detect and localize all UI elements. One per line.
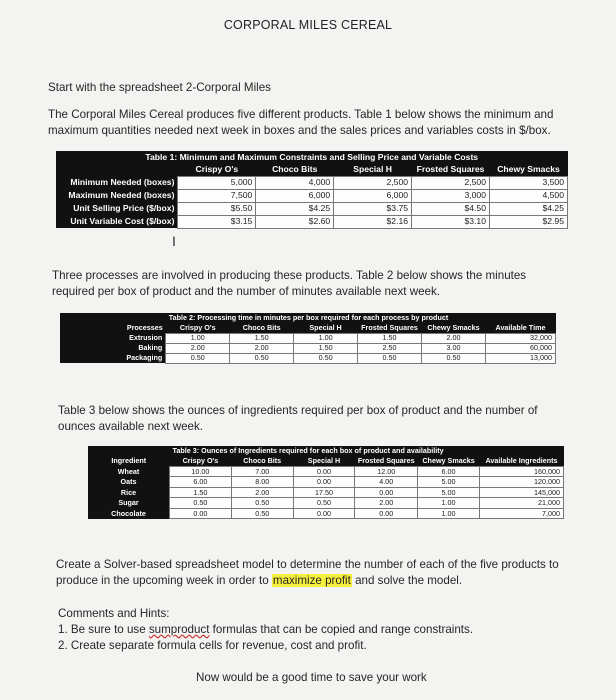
table-cell: 2,500 [412,176,490,189]
table-cell: 145,000 [480,487,564,498]
table-row [88,508,564,519]
table-row [56,202,568,215]
table-1-col-header: Chewy Smacks [490,164,568,176]
paragraph-2-line-2: required per box of product and the number of minutes available next week. [52,285,440,298]
table-cell: 0.50 [166,353,230,363]
table-cell: 2.00 [355,498,418,509]
table-cell: 160,000 [480,466,564,477]
table-cell: $3.75 [334,202,412,215]
table-cell: 0.50 [170,498,232,509]
table-cell: 1.00 [166,333,230,343]
table-1-col-header: Special H [334,164,412,176]
table-cell: $3.10 [412,215,490,228]
table-3-col-header: Special H [293,456,355,466]
hint-1-prefix: 1. Be sure to use [58,623,149,636]
table-cell: 0.50 [358,353,422,363]
table-cell: 6.00 [418,466,480,477]
table-cell: 8.00 [231,477,293,488]
table-cell: 60,000 [485,343,555,353]
table-2-corner: Processes [60,323,166,333]
table-cell: 5.00 [418,487,480,498]
text-cursor-icon: I [172,233,176,249]
table-cell: 0.50 [422,353,486,363]
table-cell: 2.00 [230,343,294,353]
table-cell: $4.25 [256,202,334,215]
table-3-row-label: Sugar [88,498,170,509]
table-cell: 6,000 [256,189,334,202]
hints-title: Comments and Hints: [58,607,170,620]
table-cell: 1.50 [358,333,422,343]
table-cell: 1.00 [418,508,480,519]
table-row [88,477,564,488]
table-cell: 0.00 [293,508,355,519]
table-cell: 0.50 [231,508,293,519]
table-cell: 17.50 [293,487,355,498]
table-3 [88,446,564,519]
table-cell: 13,000 [485,353,555,363]
table-row [88,466,564,477]
table-1-row-label: Unit Selling Price ($/box) [56,202,178,215]
table-1-row-label: Unit Variable Cost ($/box) [56,215,178,228]
table-cell: 1.50 [230,333,294,343]
table-row [60,353,556,363]
table-2-col-header: Crispy O's [166,323,230,333]
paragraph-4-line-1: Create a Solver-based spreadsheet model to determine the number of each of the five products to [56,558,559,571]
table-cell: 0.00 [355,508,418,519]
table-cell: 12.00 [355,466,418,477]
spellcheck-word: sumproduct [148,623,210,636]
paragraph-4-line-2 [56,573,462,589]
table-3-col-header: Available Ingredients [480,456,564,466]
intro-paragraph-line-1: The Corporal Miles Cereal produces five different products. Table 1 below shows the minimum and [48,108,554,121]
table-1-col-header: Choco Bits [256,164,334,176]
table-cell: 0.00 [293,466,355,477]
table-2-col-header: Available Time [485,323,555,333]
table-1-col-header: Frosted Squares [412,164,490,176]
table-cell: 2,500 [334,176,412,189]
table-cell: 6,000 [334,189,412,202]
table-2-title-spacer [60,313,166,323]
table-1-corner [56,164,178,176]
paragraph-3-line-2: ounces available next week. [58,420,204,433]
table-3-row-label: Rice [88,487,170,498]
table-cell: 0.00 [355,487,418,498]
table-cell: 7,000 [480,508,564,519]
table-cell: 5,000 [178,176,256,189]
table-cell: 0.50 [294,353,358,363]
table-2-col-header: Choco Bits [230,323,294,333]
table-2-col-header: Special H [294,323,358,333]
table-cell: 6.00 [170,477,232,488]
table-cell: 2.00 [422,333,486,343]
table-row [60,343,556,353]
footer-note: Now would be a good time to save your work [196,671,427,684]
table-3-col-header: Choco Bits [231,456,293,466]
paragraph-2-line-1: Three processes are involved in producing these products. Table 2 below shows the minutes [52,269,527,282]
table-row [56,189,568,202]
intro-line: Start with the spreadsheet 2-Corporal Miles [48,81,271,94]
table-cell: 2.00 [231,487,293,498]
table-2-col-header: Frosted Squares [358,323,422,333]
table-cell: 0.50 [231,498,293,509]
table-cell: $4.25 [490,202,568,215]
table-3-row-label: Chocolate [88,508,170,519]
table-cell: 7.00 [231,466,293,477]
table-1 [56,151,568,229]
table-3-row-label: Wheat [88,466,170,477]
table-3-title-spacer [88,446,170,456]
table-3-row-label: Oats [88,477,170,488]
table-cell: 2.50 [358,343,422,353]
hint-1-suffix: formulas that can be copied and range constraints. [209,623,474,636]
intro-paragraph-line-2: maximum quantities needed next week in boxes and the sales prices and variables costs in $/box. [48,124,551,137]
table-2-title: Table 2: Processing time in minutes per box required for each process by product [166,313,556,323]
table-cell: 4,500 [490,189,568,202]
hint-1 [58,622,473,638]
table-cell: 4.00 [355,477,418,488]
table-cell: 10.00 [170,466,232,477]
table-3-corner: Ingredient [88,456,170,466]
table-cell: 5.00 [418,477,480,488]
table-cell: 21,000 [480,498,564,509]
paragraph-4-suffix: and solve the model. [351,574,463,587]
table-cell: $3.15 [178,215,256,228]
hint-2: 2. Create separate formula cells for revenue, cost and profit. [58,639,367,652]
table-2 [60,313,556,364]
table-3-col-header: Chewy Smacks [418,456,480,466]
table-row [60,333,556,343]
table-2-row-label: Packaging [60,353,166,363]
table-cell: $5.50 [178,202,256,215]
table-cell: 0.50 [230,353,294,363]
table-cell: 1.00 [418,498,480,509]
table-row [56,176,568,189]
table-1-title: Table 1: Minimum and Maximum Constraints and Selling Price and Variable Costs [56,151,568,164]
table-1-col-header: Crispy O's [178,164,256,176]
table-cell: 1.50 [170,487,232,498]
table-cell: 1.00 [294,333,358,343]
table-cell: 0.00 [170,508,232,519]
table-cell: $2.60 [256,215,334,228]
table-3-title: Table 3: Ounces of Ingredients required for each box of product and availability [170,446,564,456]
paragraph-3-line-1: Table 3 below shows the ounces of ingredients required per box of product and the number of [58,404,538,417]
table-cell: 3,500 [490,176,568,189]
table-3-col-header: Crispy O's [170,456,232,466]
table-cell: 0.00 [293,477,355,488]
table-cell: 3.00 [422,343,486,353]
paragraph-4-prefix: produce in the upcoming week in order to [56,574,272,587]
document-title: CORPORAL MILES CEREAL [223,18,393,32]
table-cell: 7,500 [178,189,256,202]
table-cell: 4,000 [256,176,334,189]
table-row [88,498,564,509]
table-3-col-header: Frosted Squares [355,456,418,466]
table-1-row-label: Maximum Needed (boxes) [56,189,178,202]
table-2-row-label: Extrusion [60,333,166,343]
table-row [56,215,568,228]
table-cell: 3,000 [412,189,490,202]
table-cell: 0.50 [293,498,355,509]
table-cell: 1.50 [294,343,358,353]
table-cell: 32,000 [485,333,555,343]
table-2-row-label: Baking [60,343,166,353]
table-cell: 2.00 [166,343,230,353]
table-row [88,487,564,498]
table-cell: $2.16 [334,215,412,228]
table-cell: $2.95 [490,215,568,228]
table-cell: $4.50 [412,202,490,215]
highlighted-text: maximize profit [272,574,351,587]
table-cell: 120,000 [480,477,564,488]
table-2-col-header: Chewy Smacks [422,323,486,333]
table-1-row-label: Minimum Needed (boxes) [56,176,178,189]
